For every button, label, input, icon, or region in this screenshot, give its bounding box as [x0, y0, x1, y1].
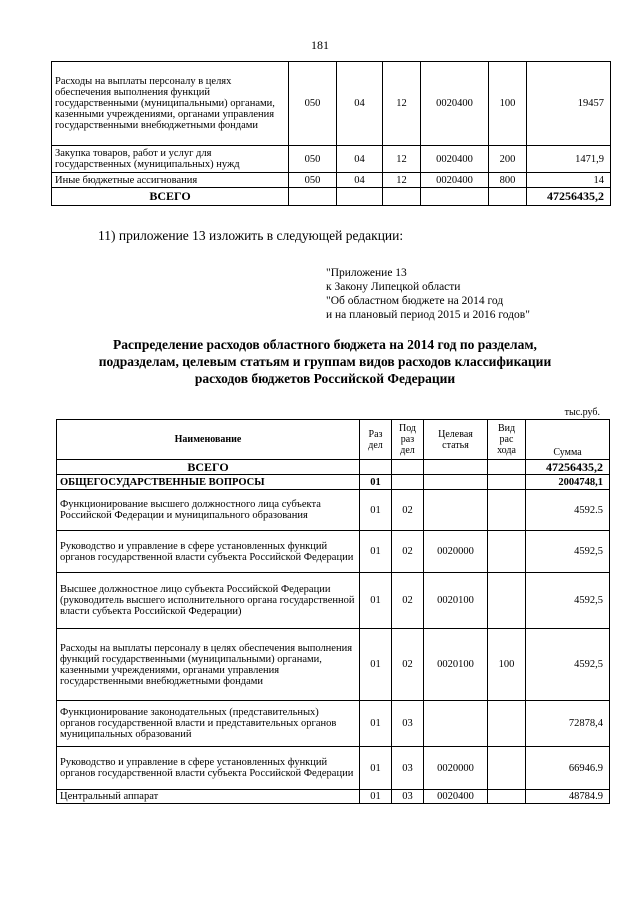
- row-name: Центральный аппарат: [57, 790, 360, 804]
- total-row: [52, 188, 611, 206]
- appendix-line: "Об областном бюджете на 2014 год: [326, 295, 504, 307]
- total-sum: 47256435,2: [526, 460, 610, 475]
- section-row: [57, 475, 610, 490]
- row-podrazdel: 12: [383, 62, 421, 146]
- table-row: [57, 490, 610, 531]
- row-razdel: 01: [360, 747, 392, 790]
- row-code: 050: [289, 173, 337, 188]
- row-sum: 48784.9: [526, 790, 610, 804]
- row-podrazdel: 12: [383, 173, 421, 188]
- table-row: [52, 146, 611, 173]
- row-vid: 100: [489, 62, 527, 146]
- row-razdel: 01: [360, 629, 392, 701]
- row-target: [424, 701, 488, 747]
- header-target: Целевая статья: [424, 420, 488, 460]
- appendix-line: "Приложение 13: [326, 267, 407, 279]
- row-sum: 66946.9: [526, 747, 610, 790]
- row-target: 0020400: [421, 62, 489, 146]
- row-name: Функционирование высшего должностного лица субъекта Российской Федерации и муниципального образования: [57, 490, 360, 531]
- row-podrazdel: 03: [392, 790, 424, 804]
- page-number: 181: [311, 38, 329, 52]
- row-sum: 4592,5: [526, 629, 610, 701]
- title-line: подразделам, целевым статьям и группам видов расходов классификации: [98, 354, 552, 369]
- top-table: [51, 61, 611, 206]
- header-podrazdel: Под раз дел: [392, 420, 424, 460]
- title-line: расходов бюджетов Российской Федерации: [194, 371, 456, 386]
- section-name: ОБЩЕГОСУДАРСТВЕННЫЕ ВОПРОСЫ: [57, 475, 360, 490]
- header-row: [57, 420, 610, 460]
- row-target: 0020100: [424, 573, 488, 629]
- table-row: [57, 790, 610, 804]
- table-row: [57, 747, 610, 790]
- row-sum: 4592,5: [526, 573, 610, 629]
- row-razdel: 01: [360, 490, 392, 531]
- row-name: Закупка товаров, работ и услуг для государственных (муниципальных) нужд: [52, 146, 289, 173]
- row-target: 0020400: [424, 790, 488, 804]
- row-razdel: 04: [337, 173, 383, 188]
- table-row: [57, 573, 610, 629]
- header-vid: Вид рас хода: [488, 420, 526, 460]
- row-vid: 800: [489, 173, 527, 188]
- row-podrazdel: 02: [392, 490, 424, 531]
- total-row: [57, 460, 610, 475]
- row-razdel: 01: [360, 573, 392, 629]
- row-name: Расходы на выплаты персоналу в целях обеспечения выполнения функций государственными (муниципальными) органами, казенными учреждениями, органами управления государственными внебюджетными фондами: [57, 629, 360, 701]
- row-target: 0020400: [421, 173, 489, 188]
- row-target: [424, 490, 488, 531]
- row-target: 0020000: [424, 531, 488, 573]
- appendix-header: [326, 266, 530, 322]
- table-row: [57, 531, 610, 573]
- table-row: [52, 62, 611, 146]
- row-podrazdel: 02: [392, 573, 424, 629]
- row-target: 0020400: [421, 146, 489, 173]
- header-name: Наименование: [57, 420, 360, 460]
- row-razdel: 01: [360, 790, 392, 804]
- row-sum: 1471,9: [527, 146, 611, 173]
- row-vid: [488, 701, 526, 747]
- row-name: Руководство и управление в сфере установленных функций органов государственной власти субъекта Российской Федерации: [57, 531, 360, 573]
- row-target: 0020100: [424, 629, 488, 701]
- section-sum: 2004748,1: [526, 475, 610, 490]
- row-name: Иные бюджетные ассигнования: [52, 173, 289, 188]
- document-title: [60, 336, 590, 387]
- appendix-line: и на плановый период 2015 и 2016 годов": [326, 309, 530, 321]
- table-row: [57, 629, 610, 701]
- row-vid: 200: [489, 146, 527, 173]
- row-code: 050: [289, 146, 337, 173]
- section-razdel: 01: [360, 475, 392, 490]
- row-vid: [488, 747, 526, 790]
- row-podrazdel: 03: [392, 747, 424, 790]
- row-razdel: 01: [360, 701, 392, 747]
- row-podrazdel: 02: [392, 629, 424, 701]
- budget-table: [56, 419, 610, 804]
- row-name: Расходы на выплаты персоналу в целях обеспечения выполнения функций государственными (муниципальными) органами, казенными учреждениями, органами управления государственными внебюджетными фондами: [52, 62, 289, 146]
- row-podrazdel: 02: [392, 531, 424, 573]
- row-podrazdel: 12: [383, 146, 421, 173]
- row-vid: 100: [488, 629, 526, 701]
- row-razdel: 04: [337, 146, 383, 173]
- row-podrazdel: 03: [392, 701, 424, 747]
- title-line: Распределение расходов областного бюджета на 2014 год по разделам,: [113, 337, 537, 352]
- row-razdel: 01: [360, 531, 392, 573]
- unit-label: тыс.руб.: [564, 407, 600, 418]
- row-sum: 4592.5: [526, 490, 610, 531]
- row-code: 050: [289, 62, 337, 146]
- row-vid: [488, 573, 526, 629]
- header-razdel: Раз дел: [360, 420, 392, 460]
- table-row: [52, 173, 611, 188]
- row-name: Функционирование законодательных (представительных) органов государственной власти и представительных органов муниципальных образований: [57, 701, 360, 747]
- intro-text: 11) приложение 13 изложить в следующей редакции:: [98, 228, 404, 243]
- total-label: ВСЕГО: [52, 188, 289, 206]
- row-vid: [488, 790, 526, 804]
- row-sum: 72878,4: [526, 701, 610, 747]
- row-sum: 4592,5: [526, 531, 610, 573]
- row-sum: 14: [527, 173, 611, 188]
- header-sum: Сумма: [526, 420, 610, 460]
- row-razdel: 04: [337, 62, 383, 146]
- total-label: ВСЕГО: [57, 460, 360, 475]
- row-sum: 19457: [527, 62, 611, 146]
- row-target: 0020000: [424, 747, 488, 790]
- row-name: Руководство и управление в сфере установленных функций органов государственной власти субъекта Российской Федерации: [57, 747, 360, 790]
- row-vid: [488, 490, 526, 531]
- total-sum: 47256435,2: [527, 188, 611, 206]
- table-row: [57, 701, 610, 747]
- row-vid: [488, 531, 526, 573]
- row-name: Высшее должностное лицо субъекта Российской Федерации (руководитель высшего исполнительного органа государственной власти субъекта Российской Федерации): [57, 573, 360, 629]
- appendix-line: к Закону Липецкой области: [326, 281, 461, 293]
